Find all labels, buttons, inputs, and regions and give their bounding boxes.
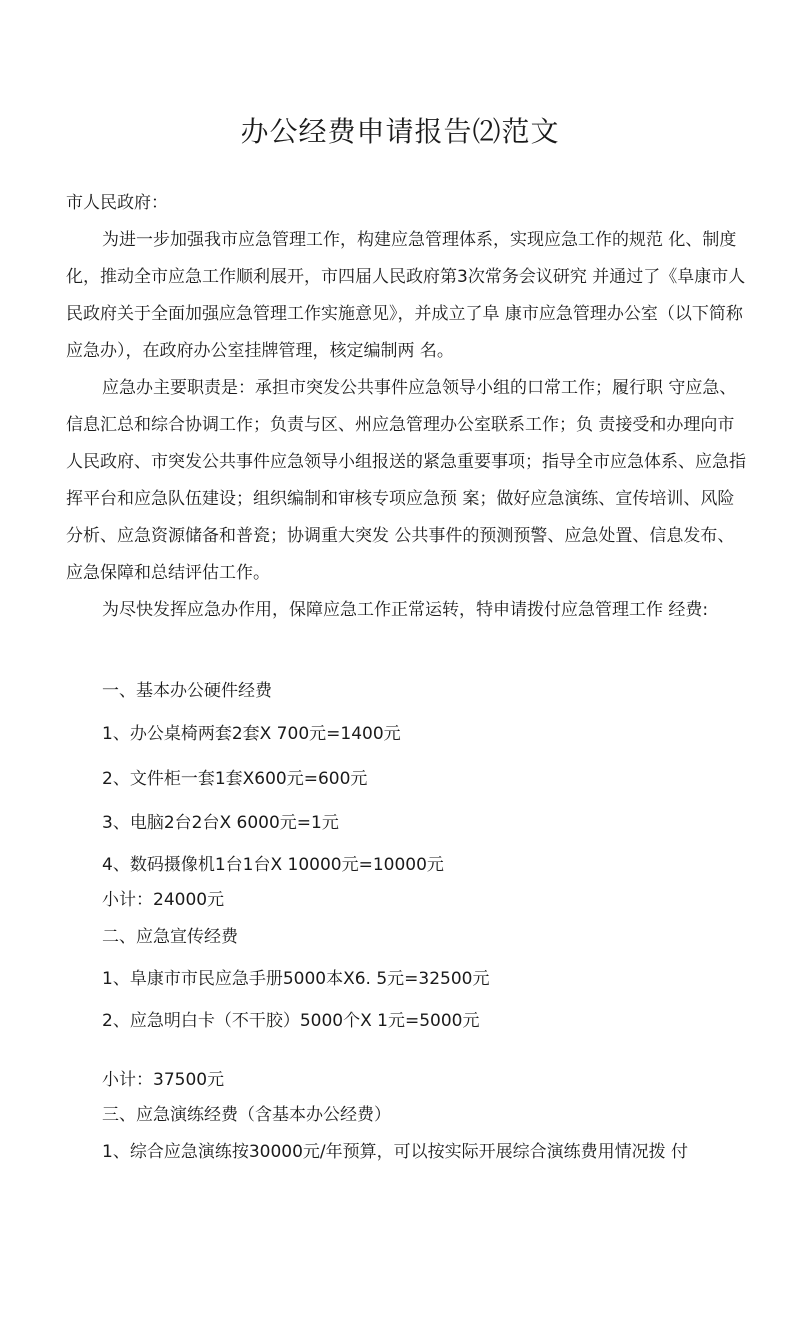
list-item: 1、综合应急演练按30000元/年预算，可以按实际开展综合演练费用情况拨 付: [102, 1142, 689, 1162]
list-item: 1、阜康市市民应急手册5000本X6. 5元=32500元: [102, 969, 490, 989]
subtotal-publicity: 小计：37500元: [102, 1070, 225, 1090]
document-title: 办公经费申请报告⑵范文: [240, 115, 560, 148]
list-item: 3、电脑2台2台X 6000元=1元: [102, 813, 339, 833]
section-heading-drills: 三、应急演练经费（含基本办公经费）: [102, 1105, 391, 1125]
paragraph-intro: 为进一步加强我市应急管理工作，构建应急管理体系，实现应急工作的规范 化、制度化，推动全市应急工作顺利展开，市四届人民政府第3次常务会议研究 并通过了《阜康市人民政府关于全面加强应急管理工作实施意见》，并成立了阜 康市应急管理办公室（以下简称应急办），在政府办公室挂牌管理，核定编制两 名。: [66, 230, 746, 361]
list-item: 2、应急明白卡（不干胶）5000个X 1元=5000元: [102, 1011, 480, 1031]
list-item: 4、数码摄像机1台1台X 10000元=10000元: [102, 855, 444, 875]
salutation: 市人民政府：: [66, 193, 168, 213]
subtotal-hardware: 小计：24000元: [102, 890, 225, 910]
paragraph-duties: 应急办主要职责是：承担市突发公共事件应急领导小组的口常工作；履行职 守应急、信息汇总和综合协调工作；负责与区、州应急管理办公室联系工作；负 责接受和办理向市人民政府、市突发公共事件应急领导小组报送的紧急重要事项；指导全市应急体系、应急指挥平台和应急队伍建设；组织编制和审核专项应急预 案；做好应急演练、宣传培训、风险分析、应急资源储备和普瓷；协调重大突发 公共事件的预测预警、应急处置、信息发布、应急保障和总结评估工作。: [66, 378, 746, 583]
section-heading-hardware: 一、基本办公硬件经费: [102, 681, 272, 701]
section-heading-publicity: 二、应急宣传经费: [102, 927, 238, 947]
list-item: 2、文件柜一套1套X600元=600元: [102, 769, 368, 789]
list-item: 1、办公桌椅两套2套X 700元=1400元: [102, 724, 401, 744]
paragraph-request: 为尽快发挥应急办作用，保障应急工作正常运转，特申请拨付应急管理工作 经费:: [102, 600, 709, 620]
